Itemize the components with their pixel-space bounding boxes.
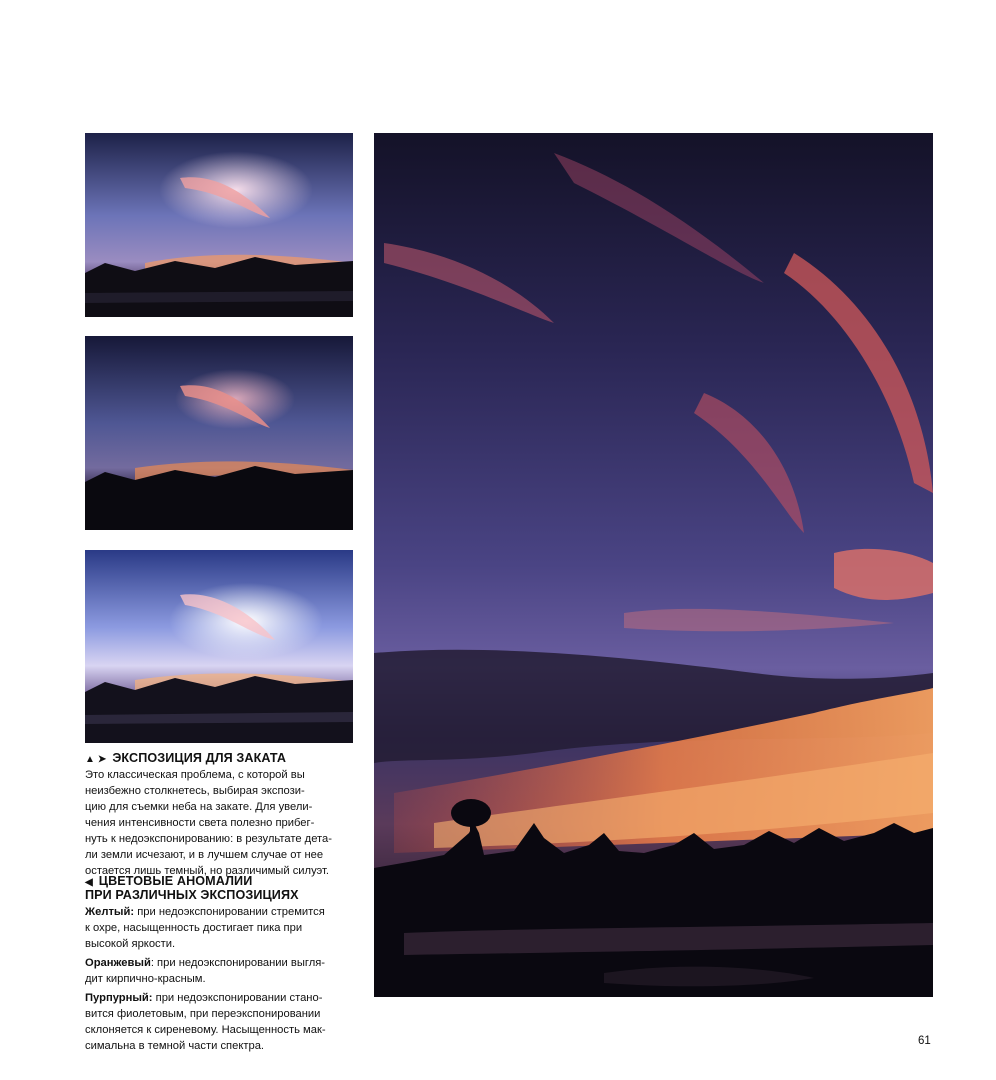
sunset-photo-main <box>374 133 933 997</box>
arrow-icons: ▲ ➤ <box>85 754 107 765</box>
caption-sunset-line: ли земли исчезают, и в лучшем случае от нее <box>85 849 324 861</box>
caption-sunset-title: ЭКСПОЗИЦИЯ ДЛЯ ЗАКАТА <box>112 751 287 765</box>
arrow-left-icon: ◀ <box>85 877 93 888</box>
color-entry-line: высокой яркости. <box>85 938 176 950</box>
color-entry-orange <box>85 955 370 987</box>
page-number: 61 <box>918 1035 931 1047</box>
color-term: Пурпурный: <box>85 992 153 1004</box>
caption-sunset-line: нуть к недоэкспонированию: в результате дета- <box>85 833 332 845</box>
color-entry-line: вится фиолетовым, при переэкспонировании <box>85 1008 321 1020</box>
color-entry-line: к охре, насыщенность достигает пика при <box>85 922 303 934</box>
caption-sunset-heading <box>85 752 370 766</box>
color-entry-line: дит кирпично-красным. <box>85 973 206 985</box>
sunset-photo-thumbnail-2 <box>85 336 353 530</box>
color-entry-line: при недоэкспонировании стано- <box>155 992 323 1004</box>
caption-colors-heading <box>85 875 370 902</box>
sunset-photo-thumbnail-1 <box>85 133 353 317</box>
color-entry-line: симальна в темной части спектра. <box>85 1040 265 1052</box>
caption-colors-title-line2: ПРИ РАЗЛИЧНЫХ ЭКСПОЗИЦИЯХ <box>85 888 299 902</box>
color-entry-purple <box>85 990 370 1054</box>
color-term: Желтый: <box>85 906 135 918</box>
caption-color-anomalies <box>85 875 370 1054</box>
caption-sunset-line: чения интенсивности света полезно прибег- <box>85 817 315 829</box>
color-term: Оранжевый <box>85 957 151 969</box>
color-entry-line: при недоэкспонировании стремится <box>137 906 325 918</box>
sunset-photo-thumbnail-3 <box>85 550 353 743</box>
color-entry-line: склоняется к сиреневому. Насыщенность мак- <box>85 1024 326 1036</box>
caption-sunset-line: цию для съемки неба на закате. Для увели- <box>85 801 313 813</box>
color-entry-line: : при недоэкспонировании выгля- <box>150 957 326 969</box>
caption-sunset-line: остается лишь темный, но различимый силуэт. <box>85 865 329 877</box>
caption-colors-title-line1: ЦВЕТОВЫЕ АНОМАЛИИ <box>98 874 253 888</box>
caption-sunset-exposure <box>85 752 370 879</box>
caption-sunset-line: Это классическая проблема, с которой вы <box>85 769 305 781</box>
color-entry-yellow <box>85 904 370 952</box>
caption-sunset-line: неизбежно столкнетесь, выбирая экспози- <box>85 785 305 797</box>
